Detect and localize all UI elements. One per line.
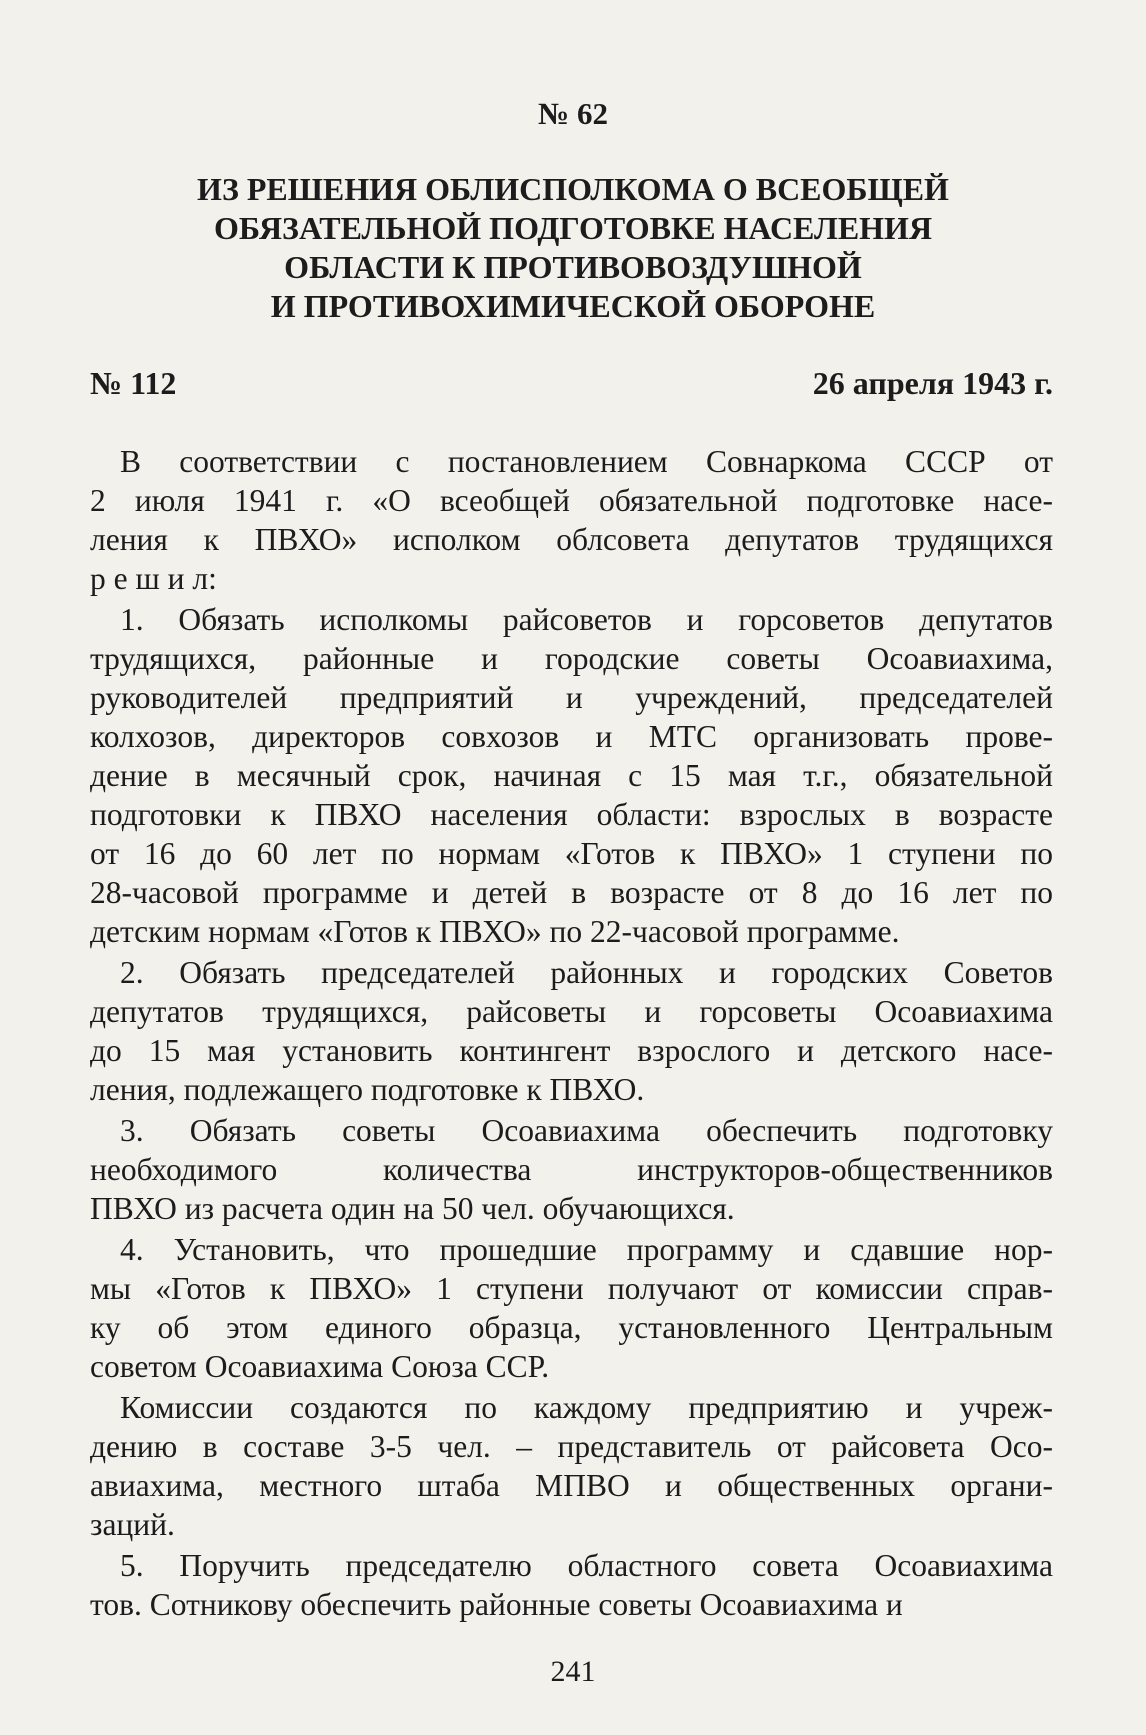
text-line: Комиссии создаются по каждому предприятию и учреж- <box>120 1390 1053 1425</box>
paragraph <box>90 600 1053 951</box>
text-line: необходимого количества инструкторов-общественников <box>90 1152 1053 1187</box>
text-line: В соответствии с постановлением Совнаркома СССР от <box>120 444 1053 479</box>
text-line: 2 июля 1941 г. «О всеобщей обязательной подготовке насе- <box>90 483 1053 518</box>
paragraph <box>90 1546 1053 1624</box>
text-line: 1. Обязать исполкомы райсоветов и горсоветов депутатов <box>120 602 1053 637</box>
page-number: 241 <box>550 1655 596 1688</box>
decision-date: 26 апреля 1943 г. <box>812 365 1053 401</box>
text-line: подготовки к ПВХО населения области: взрослых в возрасте <box>90 797 1053 832</box>
text-line: дению в составе 3-5 чел. – представитель от райсовета Осо- <box>90 1429 1053 1464</box>
text-line: 28-часовой программе и детей в возрасте от 8 до 16 лет по <box>90 875 1053 910</box>
document-title <box>110 170 1036 326</box>
text-line: до 15 мая установить контингент взрослого и детского насе- <box>90 1033 1053 1068</box>
paragraph <box>90 1230 1053 1386</box>
text-line: руководителей предприятий и учреждений, председателей <box>90 680 1053 715</box>
text-line: 2. Обязать председателей районных и городских Советов <box>120 955 1053 990</box>
document-number: № 62 <box>538 96 608 131</box>
title-line: И ПРОТИВОХИМИЧЕСКОЙ ОБОРОНЕ <box>270 288 876 324</box>
text-line: колхозов, директоров совхозов и МТС организовать прове- <box>90 719 1053 754</box>
text-line: ления, подлежащего подготовке к ПВХО. <box>90 1072 645 1107</box>
paragraph <box>90 1388 1053 1544</box>
text-line: депутатов трудящихся, райсоветы и горсоветы Осоавиахима <box>90 994 1053 1029</box>
document-body <box>90 442 1053 1626</box>
text-line: заций. <box>90 1507 175 1542</box>
paragraph <box>90 953 1053 1109</box>
text-line: 4. Установить, что прошедшие программу и сдавшие нор- <box>120 1232 1053 1267</box>
paragraph <box>90 442 1053 598</box>
text-line: ку об этом единого образца, установленного Центральным <box>90 1310 1053 1345</box>
title-line: ИЗ РЕШЕНИЯ ОБЛИСПОЛКОМА О ВСЕОБЩЕЙ <box>197 171 949 207</box>
title-line: ОБЯЗАТЕЛЬНОЙ ПОДГОТОВКЕ НАСЕЛЕНИЯ <box>213 210 933 246</box>
paragraph <box>90 1111 1053 1228</box>
text-line: дение в месячный срок, начиная с 15 мая т.г., обязательной <box>90 758 1053 793</box>
text-line: от 16 до 60 лет по нормам «Готов к ПВХО» 1 ступени по <box>90 836 1053 871</box>
text-line: авиахима, местного штаба МПВО и общественных органи- <box>90 1468 1053 1503</box>
text-line: советом Осоавиахима Союза ССР. <box>90 1349 550 1384</box>
text-line: 5. Поручить председателю областного совета Осоавиахима <box>120 1548 1053 1583</box>
text-line: р е ш и л: <box>90 561 217 596</box>
text-line: детским нормам «Готов к ПВХО» по 22-часовой программе. <box>90 914 900 949</box>
text-line: трудящихся, районные и городские советы Осоавиахима, <box>90 641 1053 676</box>
text-line: ления к ПВХО» исполком облсовета депутатов трудящихся <box>90 522 1053 557</box>
text-line: мы «Готов к ПВХО» 1 ступени получают от комиссии справ- <box>90 1271 1053 1306</box>
text-line: тов. Сотникову обеспечить районные советы Осоавиахима и <box>90 1587 903 1622</box>
text-line: 3. Обязать советы Осоавиахима обеспечить подготовку <box>120 1113 1053 1148</box>
text-line: ПВХО из расчета один на 50 чел. обучающихся. <box>90 1191 735 1226</box>
decision-number: № 112 <box>90 365 177 401</box>
title-line: ОБЛАСТИ К ПРОТИВОВОЗДУШНОЙ <box>284 249 862 285</box>
